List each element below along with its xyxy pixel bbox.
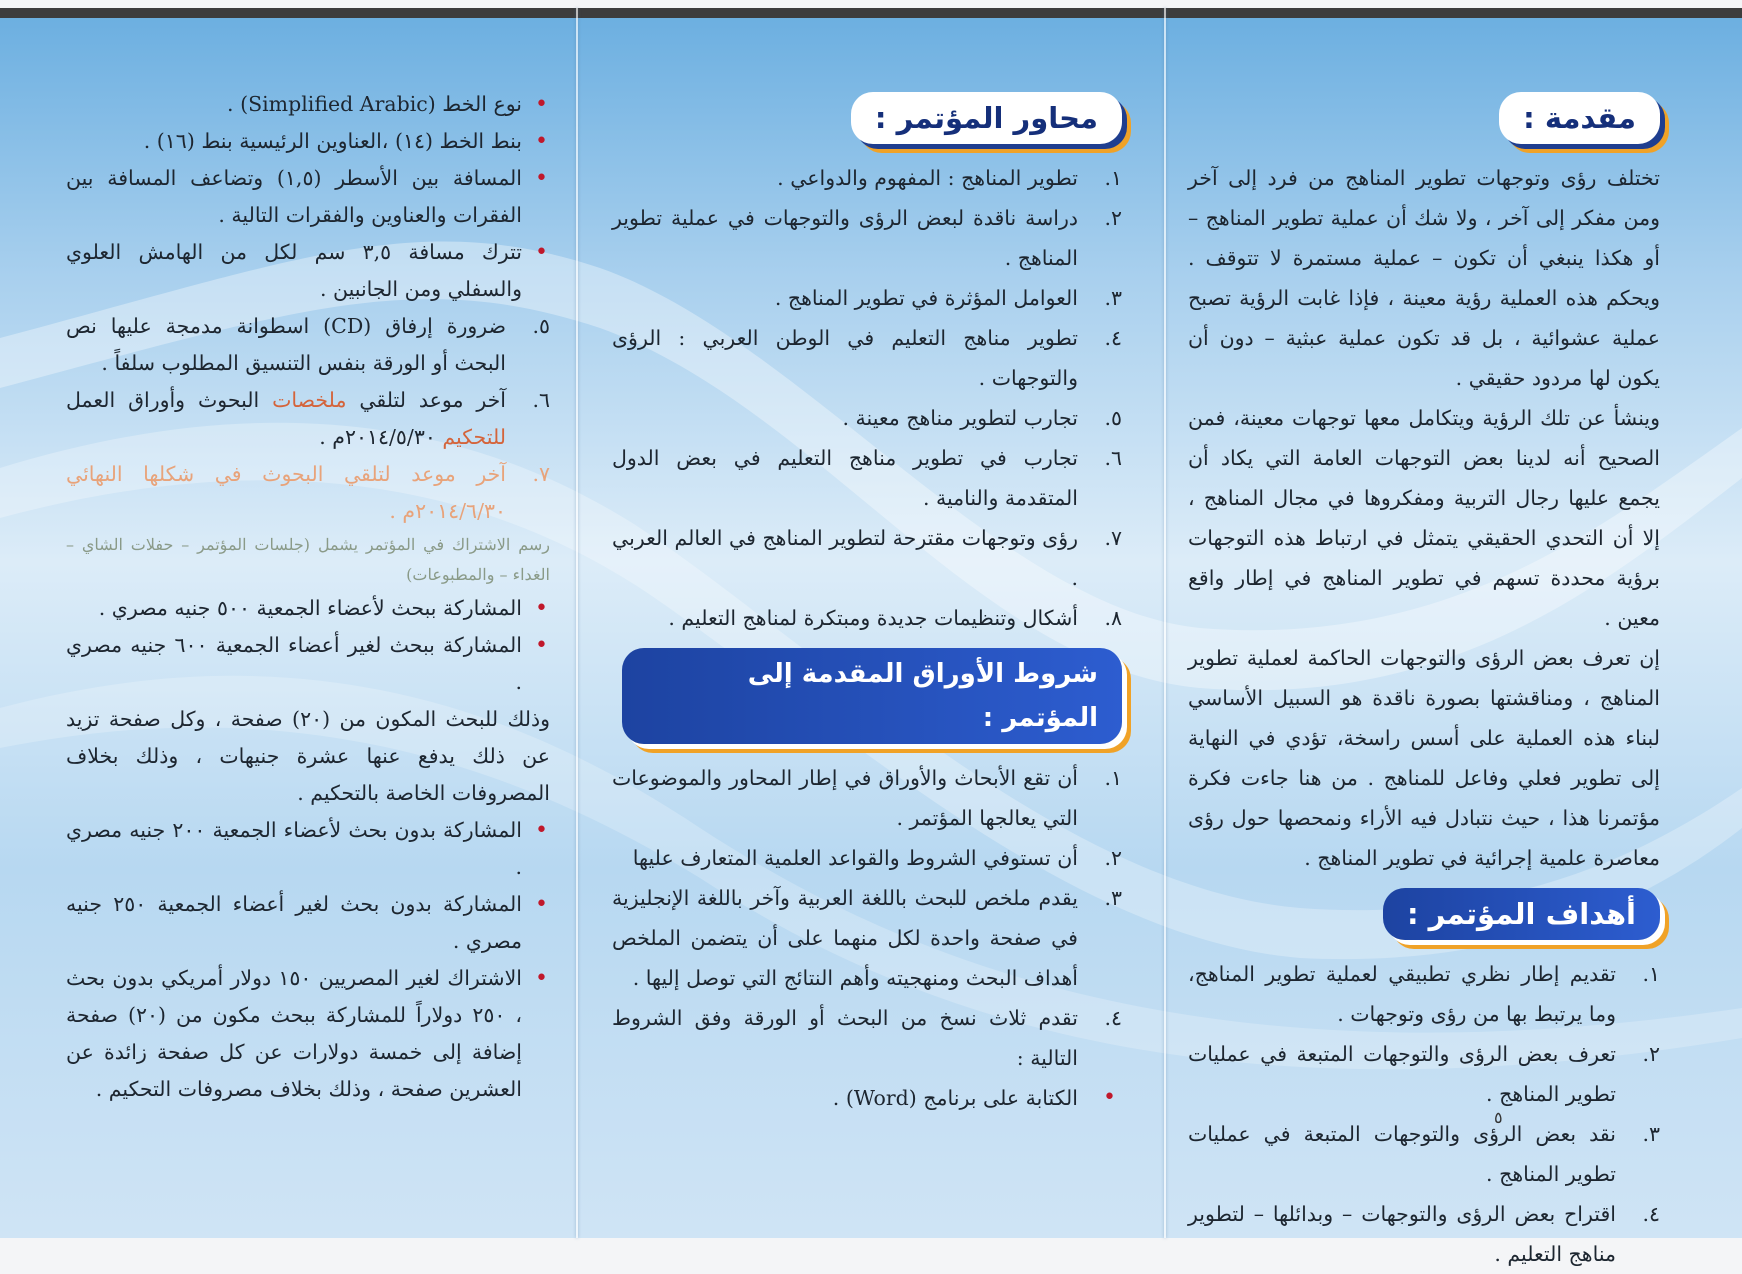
right-panel [1188, 78, 1660, 1274]
bullet-dot-icon: • [535, 596, 548, 621]
axes-heading: محاور المؤتمر : [851, 92, 1122, 144]
fee-extra-paragraph: وذلك للبحث المكون من (٢٠) صفحة ، وكل صفحة تزيد عن ذلك يدفع عنها عشرة جنيهات ، وذلك بخلاف المصروفات الخاصة بالتحكيم . [66, 707, 550, 805]
bullet-item: • المسافة بين الأسطر (١,٥) وتضاعف المسافة بين الفقرات والعناوين والفقرات التالية . [66, 160, 550, 234]
numbered-item: ٥. ضرورة إرفاق (CD) اسطوانة مدمجة عليها نص البحث أو الورقة بنفس التنسيق المطلوب سلفاً . [66, 314, 550, 375]
bullet-dot-icon: • [535, 92, 548, 117]
axis-item: ٤. تطوير مناهج التعليم في الوطن العربي : الرؤى والتوجهات . [612, 326, 1122, 390]
bullet-dot-icon: • [535, 818, 548, 843]
goal-item: ٣. نقد بعض الرؤى والتوجهات المتبعة في عمليات تطوير المناهج . [1188, 1122, 1660, 1186]
axis-item: ١. تطوير المناهج : المفهوم والدواعي . [777, 166, 1122, 190]
bullet-dot-icon: • [535, 240, 548, 265]
numbered-item: ٦. آخر موعد لتلقي ملخصات البحوث وأوراق العمل للتحكيم ٢٠١٤/٥/٣٠م . [66, 388, 550, 449]
bullet-dot-icon: • [1103, 1085, 1116, 1110]
page-mark: ٥ [1494, 1108, 1503, 1127]
goal-item: ٤. اقتراح بعض الرؤى والتوجهات – وبدائلها – لتطوير مناهج التعليم . [1188, 1202, 1660, 1266]
bullet-item: • بنط الخط (١٤) ،العناوين الرئيسية بنط (١٦) . [66, 123, 550, 160]
left-panel [66, 86, 550, 1108]
axis-item: ٢. دراسة ناقدة لبعض الرؤى والتوجهات في عملية تطوير المناهج . [612, 206, 1122, 270]
fold-line-left [576, 8, 578, 1238]
goals-list [1188, 954, 1660, 1274]
format-bullets [66, 86, 550, 308]
bullet-dot-icon: • [535, 129, 548, 154]
axis-item: ٥. تجارب لتطوير مناهج معينة . [842, 406, 1122, 430]
fees-list-2 [66, 812, 550, 1108]
axis-item: ٧. رؤى وتوجهات مقترحة لتطوير المناهج في العالم العربي . [612, 526, 1122, 590]
intro-paragraph-1: تختلف رؤى وتوجهات تطوير المناهج من فرد إلى آخر ومن مفكر إلى آخر ، ولا شك أن عملية تطوير المناهج – أو هكذا ينبغي أن تكون – عملية مستمرة لا تتوقف . ويحكم هذه العملية رؤية معينة ، فإذا غابت الرؤية تصبح عملية عشوائية ، بل قد تكون عملية عبثية – دون أن يكون لها مردود حقيقي . [1188, 166, 1660, 390]
paper-condition-item: ١. أن تقع الأبحاث والأوراق في إطار المحاور والموضوعات التي يعالجها المؤتمر . [612, 766, 1122, 830]
word-bullet-list [612, 1078, 1122, 1118]
paper-condition-item: ٤. تقدم ثلاث نسخ من البحث أو الورقة وفق الشروط التالية : [612, 1006, 1122, 1070]
fee-note: رسم الاشتراك في المؤتمر يشمل (جلسات المؤتمر – حفلات الشاي – الغداء – والمطبوعات) [66, 535, 550, 584]
deadlines-list [66, 308, 550, 530]
intro-paragraph-2: وينشأ عن تلك الرؤية ويتكامل معها توجهات معينة، فمن الصحيح أنه لدينا بعض التوجهات العامة التي يكاد أن يجمع عليها رجال التربية ومفكروها في مجال المناهج ، إلا أن التحدي الحقيقي يتمثل في ارتباط هذه التوجهات برؤية محددة تسهم في تطوير المناهج في إطار واقع معين . [1188, 406, 1660, 630]
bullet-item: • نوع الخط (Simplified Arabic) . [66, 86, 550, 123]
bullet-item: • الكتابة على برنامج (Word) . [612, 1078, 1122, 1118]
numbered-item: ٧. آخر موعد لتلقي البحوث في شكلها النهائي ٢٠١٤/٦/٣٠م . [66, 462, 550, 523]
paper-condition-item: ٣. يقدم ملخص للبحث باللغة العربية وآخر باللغة الإنجليزية في صفحة واحدة لكل منهما على أن يتضمن الملخص أهداف البحث ومنهجيته وأهم النتائج التي توصل إليها . [612, 886, 1122, 990]
bullet-item: • المشاركة ببحث لأعضاء الجمعية ٥٠٠ جنيه مصري . [66, 590, 550, 627]
goal-item: ٢. تعرف بعض الرؤى والتوجهات المتبعة في عمليات تطوير المناهج . [1188, 1042, 1660, 1106]
axis-item: ٨. أشكال وتنظيمات جديدة ومبتكرة لمناهج التعليم . [668, 606, 1122, 630]
middle-panel [612, 78, 1122, 1118]
fees-list [66, 590, 550, 701]
papers-conditions-list [612, 758, 1122, 1078]
axes-list [612, 158, 1122, 638]
fold-line-right [1164, 8, 1166, 1238]
bullet-item: • المشاركة ببحث لغير أعضاء الجمعية ٦٠٠ جنيه مصري . [66, 627, 550, 701]
goals-heading: أهداف المؤتمر : [1383, 888, 1660, 940]
goal-item: ١. تقديم إطار نظري تطبيقي لعملية تطوير المناهج، وما يرتبط بها من رؤى وتوجهات . [1188, 962, 1660, 1026]
bullet-item: • المشاركة بدون بحث لغير أعضاء الجمعية ٢٥٠ جنيه مصري . [66, 886, 550, 960]
axis-item: ٣. العوامل المؤثرة في تطوير المناهج . [774, 286, 1122, 310]
bullet-dot-icon: • [535, 633, 548, 658]
intro-heading: مقدمة : [1499, 92, 1660, 144]
axis-item: ٦. تجارب في تطوير مناهج التعليم في بعض الدول المتقدمة والنامية . [612, 446, 1122, 510]
bullet-dot-icon: • [535, 966, 548, 991]
brochure-sheet [0, 8, 1742, 1266]
papers-heading: شروط الأوراق المقدمة إلى المؤتمر : [622, 648, 1122, 744]
bullet-item: • المشاركة بدون بحث لأعضاء الجمعية ٢٠٠ جنيه مصري . [66, 812, 550, 886]
bullet-dot-icon: • [535, 166, 548, 191]
bullet-dot-icon: • [535, 892, 548, 917]
paper-condition-item: ٢. أن تستوفي الشروط والقواعد العلمية المتعارف عليها [632, 846, 1122, 870]
bullet-item: • الاشتراك لغير المصريين ١٥٠ دولار أمريكي بدون بحث ، ٢٥٠ دولاراً للمشاركة ببحث مكون من (٢٠) صفحة إضافة إلى خمسة دولارات عن كل صفحة زائدة عن العشرين صفحة ، وذلك بخلاف مصروفات التحكيم . [66, 960, 550, 1108]
intro-paragraph-3: إن تعرف بعض الرؤى والتوجهات الحاكمة لعملية تطوير المناهج ، ومناقشتها بصورة ناقدة هو السبيل الأساسي لبناء هذه العملية على أسس راسخة، تؤدي في النهاية إلى تطوير فعلي وفاعل للمناهج . من هنا جاءت فكرة مؤتمرنا هذا ، حيث نتبادل فيه الأراء ونمحصها حول رؤى معاصرة علمية إجرائية في تطوير المناهج . [1188, 646, 1660, 870]
bullet-item: • تترك مسافة ٣,٥ سم لكل من الهامش العلوي والسفلي ومن الجانبين . [66, 234, 550, 308]
